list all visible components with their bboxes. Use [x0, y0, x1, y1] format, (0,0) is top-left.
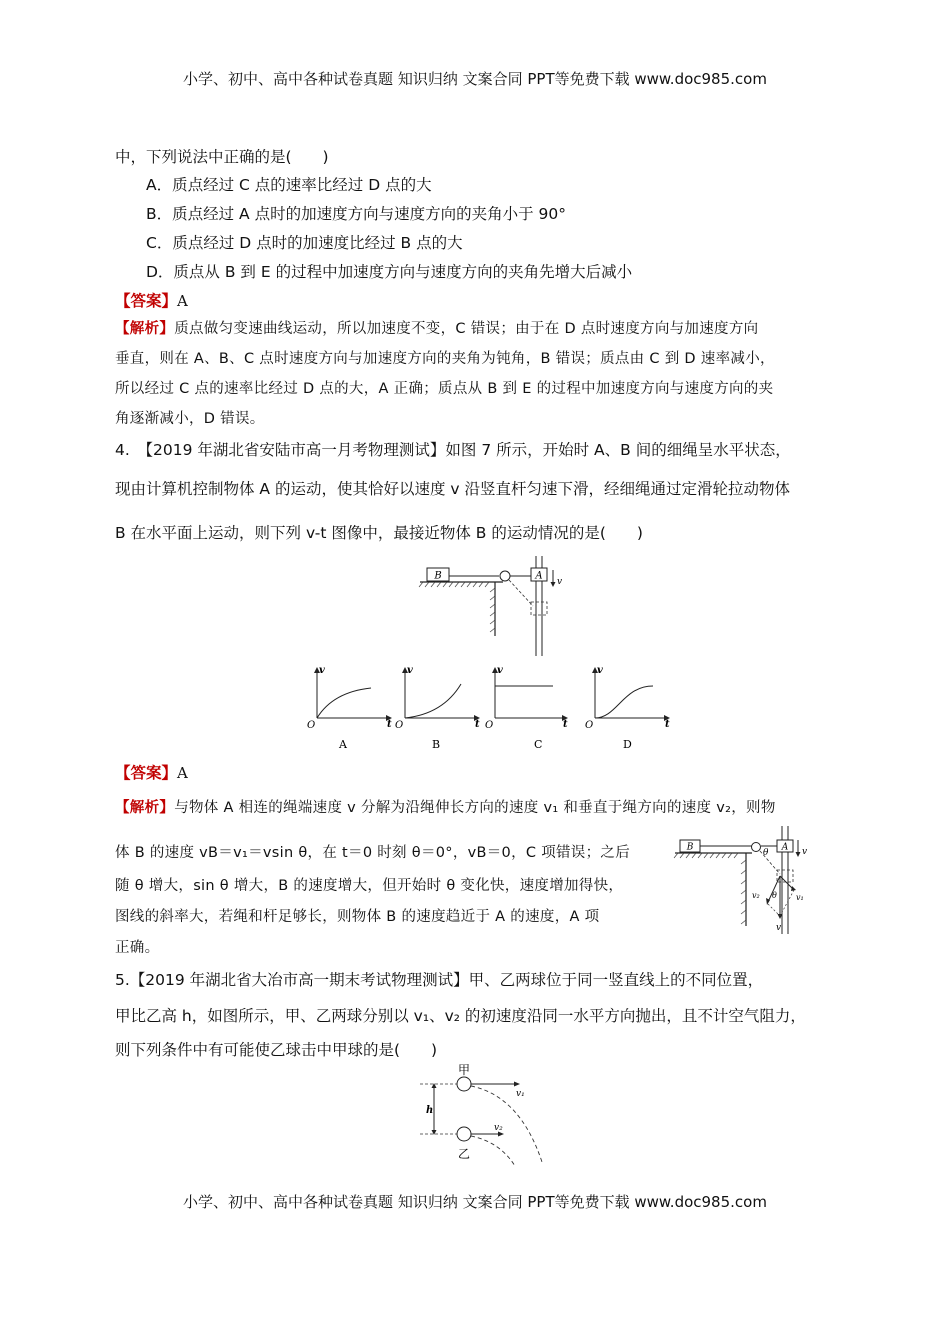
- page-footer: 小学、初中、高中各种试卷真题 知识归纳 文案合同 PPT等免费下载 www.doc985.com: [183, 1193, 767, 1211]
- q5-stem-line-2: 甲比乙高 h，如图所示，甲、乙两球分别以 v₁、v₂ 的初速度沿同一水平方向抛出，且不计空气阻力，: [115, 1007, 806, 1025]
- svg-text:A: A: [781, 842, 789, 853]
- svg-text:C: C: [534, 738, 543, 751]
- q4-explanation-line-3: 随 θ 增大，sin θ 增大，B 的速度增大，但开始时 θ 变化快，速度增加得快，: [115, 878, 624, 894]
- ball-jia: [457, 1077, 471, 1091]
- svg-text:B: B: [432, 738, 441, 751]
- pulley: [500, 571, 510, 581]
- q4-explanation-line-2: 体 B 的速度 vB＝v₁＝vsin θ，在 t＝0 时刻 θ＝0°，vB＝0，C 项错误；之后: [115, 845, 631, 861]
- svg-text:θ: θ: [763, 848, 769, 858]
- svg-text:t: t: [563, 719, 568, 730]
- answer-value: A: [177, 764, 188, 782]
- svg-text:v: v: [319, 665, 325, 676]
- svg-text:t: t: [665, 719, 670, 730]
- svg-text:v₁: v₁: [516, 1089, 525, 1099]
- svg-text:乙: 乙: [458, 1147, 471, 1161]
- svg-text:v₂: v₂: [494, 1123, 503, 1133]
- q5-stem-line-1: 5.【2019 年湖北省大冶市高一期末考试物理测试】甲、乙两球位于同一竖直线上的不同位置，: [115, 971, 764, 989]
- q3-option-a: A．质点经过 C 点的速率比经过 D 点的大: [146, 176, 432, 194]
- q3-explanation-line-4: 角逐渐减小，D 错误。: [115, 411, 265, 427]
- explanation-label: 【解析】: [115, 321, 175, 337]
- svg-text:B: B: [434, 570, 442, 582]
- q4-pulley-figure: [415, 556, 575, 666]
- vt-graph-a: [307, 665, 392, 751]
- svg-text:v: v: [407, 665, 413, 676]
- q4-vt-graphs: [305, 662, 685, 754]
- svg-text:O: O: [585, 720, 594, 731]
- q4-explanation-line-1: 【解析】与物体 A 相连的绳端速度 v 分解为沿绳伸长方向的速度 v₁ 和垂直于绳方向的速度 v₂，则物: [115, 800, 776, 816]
- svg-text:h: h: [426, 1105, 434, 1116]
- q3-explanation-line-1: 【解析】质点做匀变速曲线运动，所以加速度不变，C 错误；由于在 D 点时速度方向与加速度方向: [115, 321, 759, 337]
- q3-explanation-line-2: 垂直，则在 A、B、C 点时速度方向与加速度方向的夹角为钝角，B 错误；质点由 C 到 D 速率减小，: [115, 351, 775, 367]
- q3-option-b: B．质点经过 A 点时的加速度方向与速度方向的夹角小于 90°: [146, 205, 566, 223]
- answer-label: 【答案】: [115, 292, 178, 310]
- svg-text:v: v: [497, 665, 503, 676]
- svg-text:O: O: [485, 720, 494, 731]
- q3-stem-tail: 中，下列说法中正确的是( ): [115, 148, 329, 166]
- svg-text:O: O: [395, 720, 404, 731]
- svg-text:t: t: [387, 719, 392, 730]
- svg-text:v₁: v₁: [796, 893, 804, 902]
- vt-graph-c: [485, 665, 568, 751]
- svg-text:v₂: v₂: [752, 891, 760, 900]
- q4-explanation-line-5: 正确。: [115, 940, 160, 956]
- answer-value: A: [177, 292, 188, 310]
- q5-projectile-figure: [420, 1062, 570, 1172]
- svg-text:v: v: [802, 847, 808, 857]
- ball-yi: [457, 1127, 471, 1141]
- answer-label: 【答案】: [115, 764, 178, 782]
- svg-text:t: t: [475, 719, 480, 730]
- q4-stem-line-3: B 在水平面上运动，则下列 v-t 图像中，最接近物体 B 的运动情况的是( ): [115, 524, 643, 542]
- vt-graph-b: [395, 665, 480, 751]
- svg-text:θ: θ: [772, 891, 777, 900]
- q3-option-c: C．质点经过 D 点时的加速度比经过 B 点的大: [146, 234, 463, 252]
- svg-text:A: A: [535, 570, 543, 582]
- svg-text:v: v: [776, 923, 782, 933]
- q4-explanation-figure: [672, 826, 832, 936]
- explanation-label: 【解析】: [115, 800, 175, 816]
- q4-answer: [115, 761, 188, 783]
- q4-explanation-line-4: 图线的斜率大，若绳和杆足够长，则物体 B 的速度趋近于 A 的速度，A 项: [115, 909, 600, 925]
- q3-answer: [115, 289, 188, 311]
- q5-stem-line-3: 则下列条件中有可能使乙球击中甲球的是( ): [115, 1041, 438, 1059]
- q4-stem-line-2: 现由计算机控制物体 A 的运动，使其恰好以速度 v 沿竖直杆匀速下滑，经细绳通过定滑轮拉动物体: [115, 480, 790, 498]
- q4-stem-line-1: 4. 【2019 年湖北省安陆市高一月考物理测试】如图 7 所示，开始时 A、B 间的细绳呈水平状态，: [115, 441, 791, 459]
- svg-text:D: D: [623, 738, 632, 751]
- page-header: 小学、初中、高中各种试卷真题 知识归纳 文案合同 PPT等免费下载 www.doc985.com: [183, 70, 767, 88]
- svg-text:B: B: [686, 842, 694, 853]
- vt-graph-d: [585, 665, 670, 751]
- q3-option-d: D．质点从 B 到 E 的过程中加速度方向与速度方向的夹角先增大后减小: [146, 263, 633, 281]
- svg-text:v: v: [597, 665, 603, 676]
- svg-text:O: O: [307, 720, 316, 731]
- svg-text:A: A: [339, 738, 347, 751]
- q3-explanation-line-3: 所以经过 C 点的速率比经过 D 点的大，A 正确；质点从 B 到 E 的过程中加速度方向与速度方向的夹: [115, 381, 774, 397]
- svg-text:甲: 甲: [458, 1063, 471, 1077]
- svg-text:v: v: [557, 577, 563, 587]
